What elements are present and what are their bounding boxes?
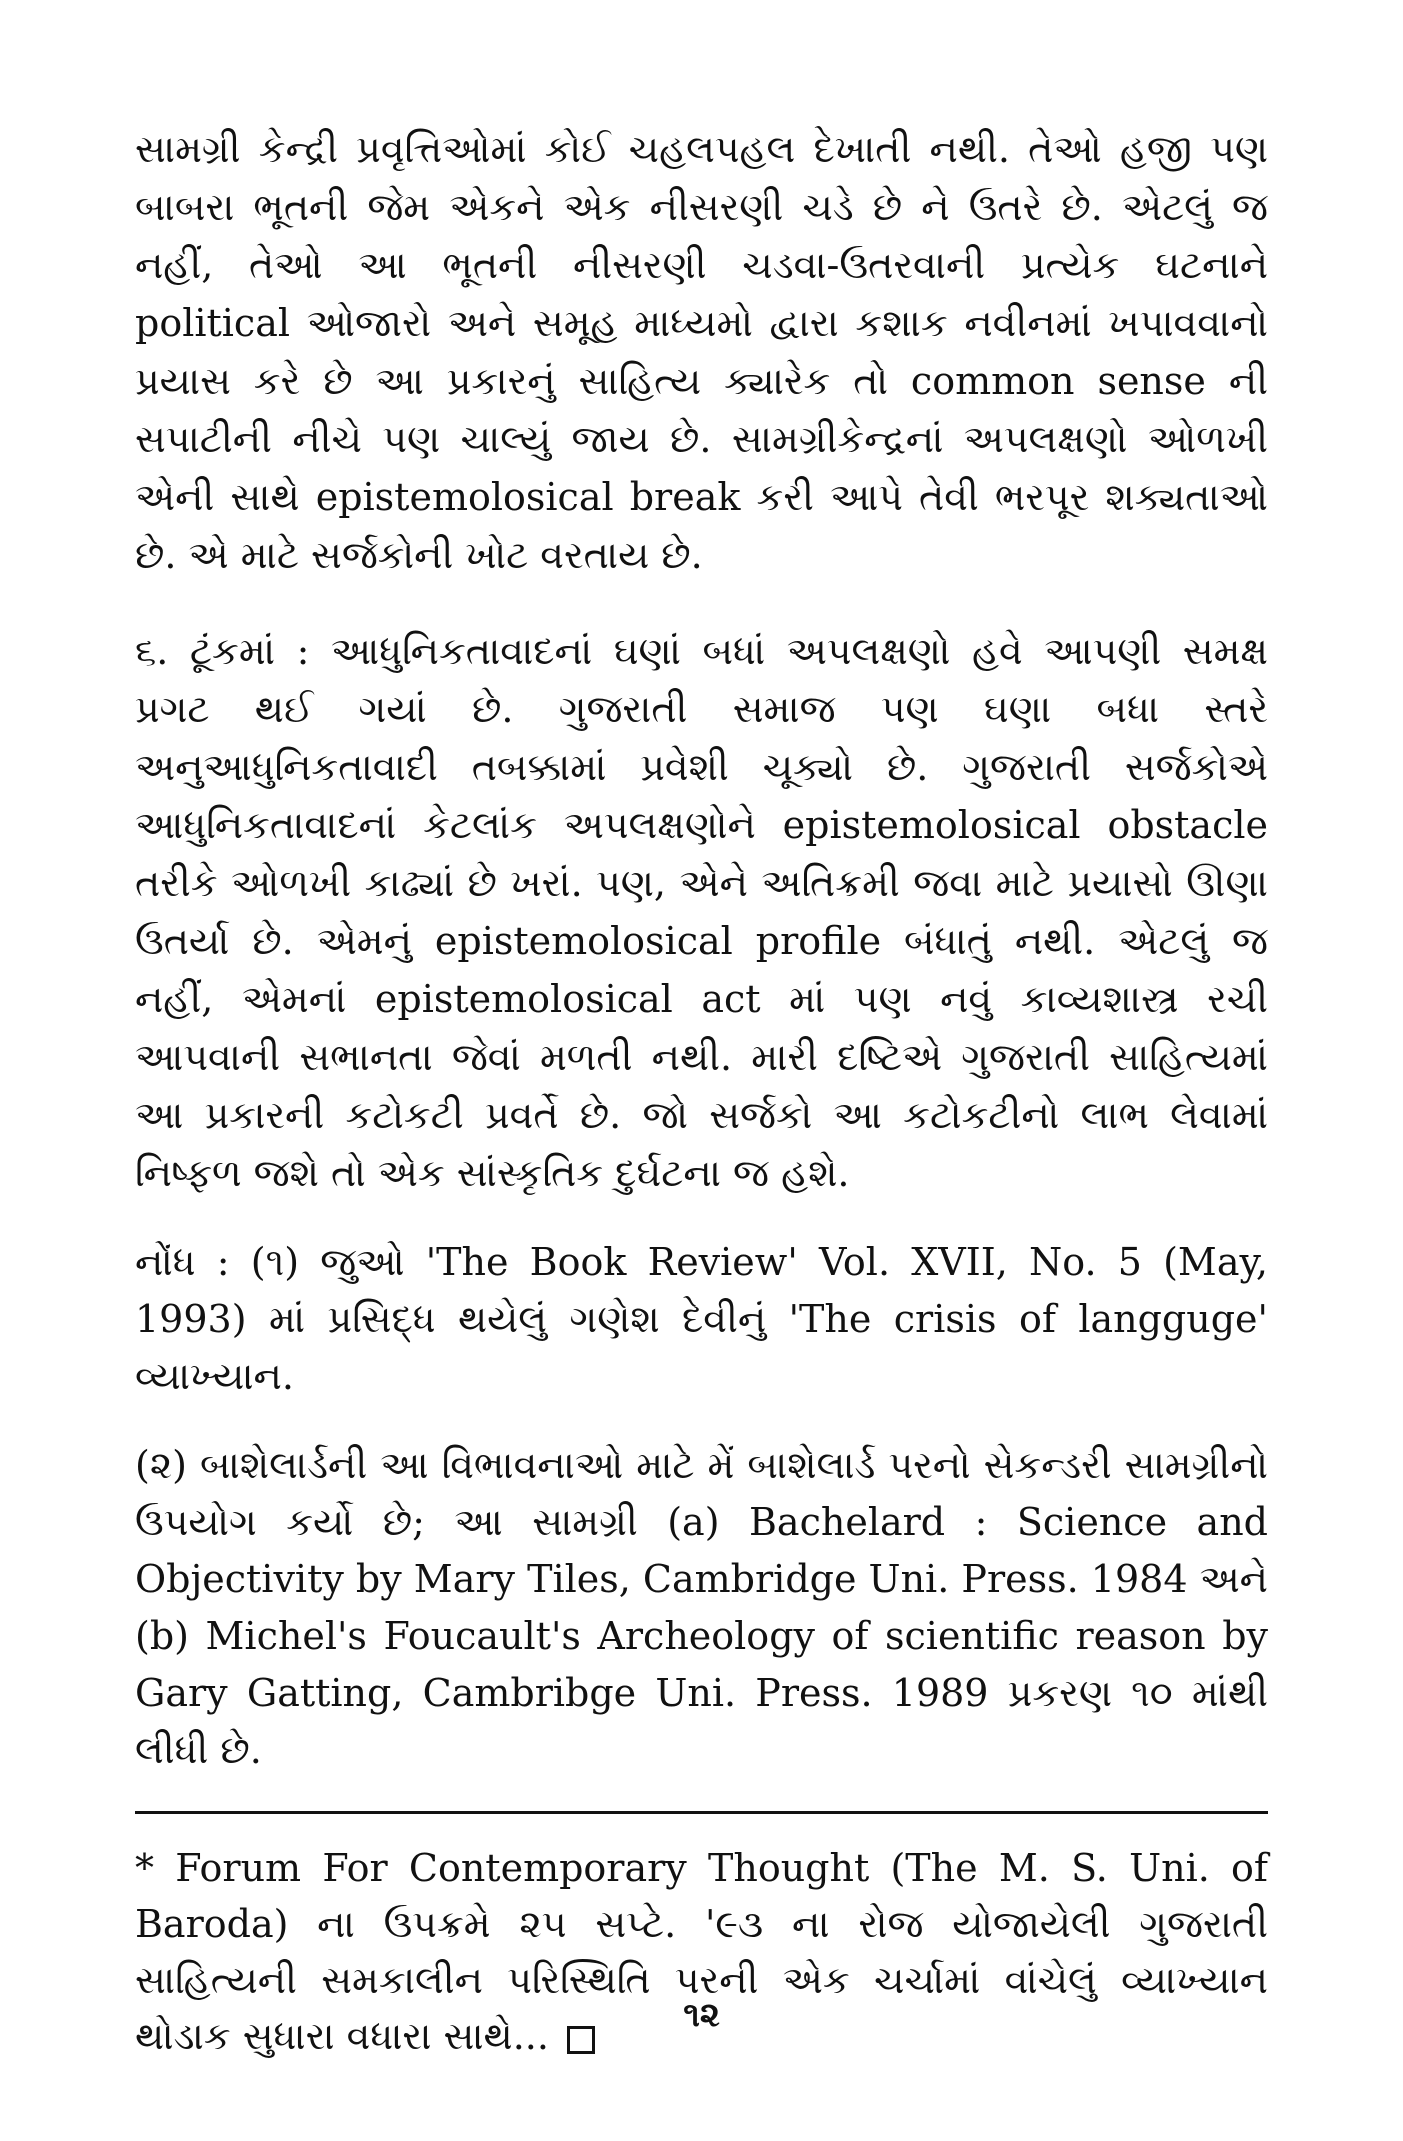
page-number: ૧૨ xyxy=(683,1995,720,2035)
body-paragraph: સામગ્રી કેન્દ્રી પ્રવૃત્તિઓમાં કોઈ ચહલપહલ દેખાતી નથી. તેઓ હજી પણ બાબરા ભૂતની જેમ એકને એક નીસરણી ચડે છે ને ઉતરે છે. એટલું જ નહીં, તેઓ આ ભૂતની નીસરણી ચડવા-ઉતરવાની પ્રત્યેક ઘટનાને political ઓજારો અને સમૂહ માધ્યમો દ્વારા કશાક નવીનમાં ખપાવવાનો પ્રયાસ કરે છે આ પ્રકારનું સાહિત્ય ક્યારેક તો common sense ની સપાટીની નીચે પણ ચાલ્યું જાય છે. સામગ્રીકેન્દ્રનાં અપલક્ષણો ઓળખી એની સાથે epistemolosical break કરી આપે તેવી ભરપૂર શક્યતાઓ છે. એ માટે સર્જકોની ખોટ વરતાય છે. xyxy=(135,127,1268,577)
endnote-2: (૨) બાશેલાર્ડની આ વિભાવનાઓ માટે મેં બાશેલાર્ડ પરનો સેકન્ડરી સામગ્રીનો ઉપયોગ કર્યો છે; આ સામગ્રી (a) Bachelard : Science and Objectivity by Mary Tiles, Cambridge Uni. Press. 1984 અને (b) Michel's Foucault's Archeology of scientific reason by Gary Gatting, Cambribge Uni. Press. 1989 પ્રકરણ ૧૦ માંથી લીધી છે. xyxy=(135,1443,1268,1772)
footnote-text: * Forum For Contemporary Thought (The M. S. Uni. of Baroda) ના ઉપક્રમે ૨૫ સપ્ટે. '૯૩ ના રોજ યોજાયેલી ગુજરાતી સાહિત્યની સમકાલીન પરિસ્થિતિ પરની એક ચર્ચામાં વાંચેલું વ્યાખ્યાન થોડાક સુધારા વધારા સાથે... xyxy=(135,1846,1268,2058)
body-paragraph-conclusion: ૬. ટૂંકમાં : આધુનિકતાવાદનાં ઘણાં બધાં અપલક્ષણો હવે આપણી સમક્ષ પ્રગટ થઈ ગયાં છે. ગુજરાતી સમાજ પણ ઘણા બધા સ્તરે અનુઆધુનિકતાવાદી તબક્કામાં પ્રવેશી ચૂક્યો છે. ગુજરાતી સર્જકોએ આધુનિકતાવાદનાં કેટલાંક અપલક્ષણોને epistemolosical obstacle તરીકે ઓળખી કાઢ્યાં છે ખરાં. પણ, એને અતિક્રમી જવા માટે પ્રયાસો ઊણા ઉતર્યા છે. એમનું epistemolosical profile બંધાતું નથી. એટલું જ નહીં, એમનાં epistemolosical act માં પણ નવું કાવ્યશાસ્ત્ર રચી આપવાની સભાનતા જેવાં મળતી નથી. મારી દષ્ટિએ ગુજરાતી સાહિત્યમાં આ પ્રકારની કટોકટી પ્રવર્તે છે. જો સર્જકો આ કટોકટીનો લાભ લેવામાં નિષ્ફળ જશે તો એક સાંસ્કૃતિક દુર્ઘટના જ હશે. xyxy=(135,629,1268,1195)
footnote-divider xyxy=(135,1811,1268,1814)
endnote-1: નોંધ : (૧) જુઓ 'The Book Review' Vol. XVII, No. 5 (May, 1993) માં પ્રસિદ્ધ થયેલું ગણેશ દેવીનું 'The crisis of langguge' વ્યાખ્યાન. xyxy=(135,1240,1268,1398)
